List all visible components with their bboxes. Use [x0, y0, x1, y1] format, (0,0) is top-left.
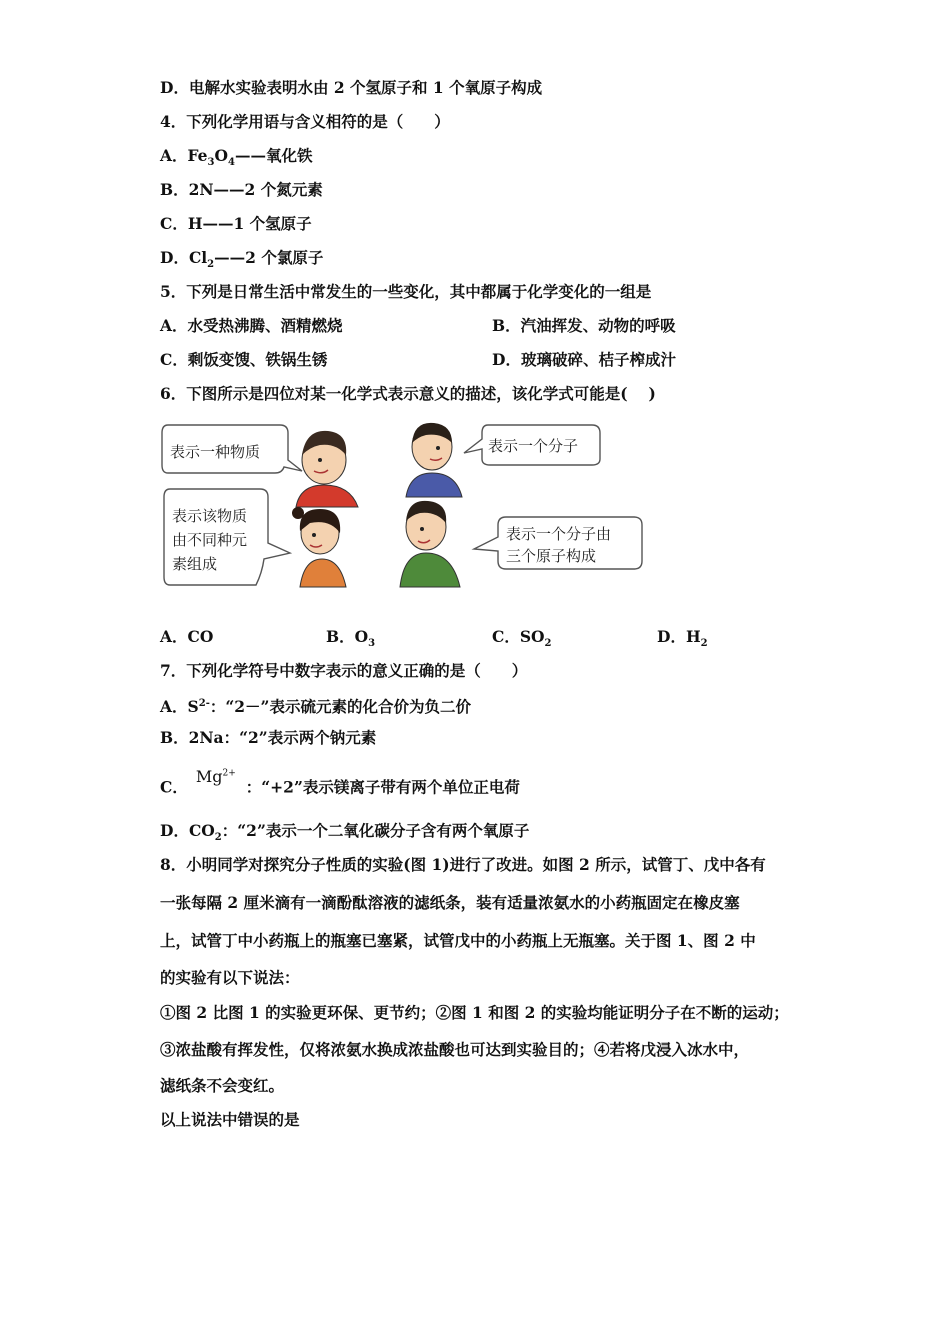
q6-stem: 6．下图所示是四位对某一化学式表示意义的描述，该化学式可能是( ) — [160, 384, 656, 403]
boy-student-3-icon — [400, 501, 460, 587]
q5-option-d: D．玻璃破碎、桔子榨成汁 — [492, 350, 676, 369]
bubble-2-text: 表示一个分子 — [488, 437, 579, 455]
bubble-4-line-2: 三个原子构成 — [506, 547, 597, 565]
q8-line-6: ③浓盐酸有挥发性，仅将浓氨水换成浓盐酸也可达到实验目的；④若将戊浸入冰水中， — [160, 1040, 750, 1059]
girl-student-icon — [292, 507, 346, 587]
q7-stem: 7．下列化学符号中数字表示的意义正确的是（ ） — [160, 661, 528, 680]
bubble-1-text: 表示一种物质 — [170, 443, 261, 461]
q4-stem: 4．下列化学用语与含义相符的是（ ） — [160, 112, 450, 131]
q8-line-4: 的实验有以下说法： — [160, 968, 300, 987]
q6-option-d: D．$H_2$ — [657, 627, 708, 650]
q8-line-7: 滤纸条不会变红。 — [160, 1076, 285, 1095]
q5-stem: 5．下列是日常生活中常发生的一些变化，其中都属于化学变化的一组是 — [160, 282, 652, 301]
q8-line-1: 8．小明同学对探究分子性质的实验(图 1)进行了改进。如图 2 所示，试管丁、戊中各有 — [160, 855, 766, 874]
four-students-illustration — [160, 415, 650, 595]
q8-line-3: 上，试管丁中小药瓶上的瓶塞已塞紧，试管戊中的小药瓶上无瓶塞。关于图 1、图 2 中 — [160, 931, 756, 950]
q4-option-b: B．2N——2 个氮元素 — [160, 180, 323, 199]
q5-option-a: A．水受热沸腾、酒精燃烧 — [160, 316, 343, 335]
boy-student-1-icon — [296, 431, 358, 507]
bubble-3-line-1: 表示该物质 — [172, 507, 248, 525]
q8-line-5: ①图 2 比图 1 的实验更环保、更节约；②图 1 和图 2 的实验均能证明分子在不断的运动； — [160, 1003, 789, 1022]
q6-option-c: C．$SO_2$ — [492, 627, 552, 650]
boy-student-2-icon — [406, 423, 462, 497]
q6-option-a: A．CO — [160, 627, 214, 646]
q5-option-b: B．汽油挥发、动物的呼吸 — [492, 316, 676, 335]
q4-option-a: A．$Fe_3O_4——$氧化铁 — [160, 146, 313, 169]
q8-line-2: 一张每隔 2 厘米滴有一滴酚酞溶液的滤纸条，装有适量浓氨水的小药瓶固定在橡皮塞 — [160, 893, 740, 912]
bubble-3-line-2: 由不同种元 — [172, 531, 248, 549]
q7-option-b: B．2Na：“2”表示两个钠元素 — [160, 728, 377, 747]
mg-ion-symbol: $Mg^{2+}$ — [195, 767, 236, 787]
q6-option-b: B．$O_3$ — [326, 627, 376, 650]
q7-option-c: C．$Mg^{2+}$：“+2”表示镁离子带有两个单位正电荷 — [160, 767, 520, 797]
q7-option-a: A．$S^{2-}$：“2－”表示硫元素的化合价为负二价 — [160, 697, 471, 717]
q5-option-c: C．剩饭变馊、铁锅生锈 — [160, 350, 328, 369]
q6-figure — [160, 415, 650, 595]
q4-option-d: D．$Cl_2——2$ 个氯原子 — [160, 248, 324, 271]
bubble-3-line-3: 素组成 — [172, 555, 218, 573]
q4-option-c: C．H——1 个氢原子 — [160, 214, 312, 233]
q7-option-d: D．$CO_2$：“2”表示一个二氧化碳分子含有两个氧原子 — [160, 821, 530, 844]
bubble-4-line-1: 表示一个分子由 — [506, 525, 612, 543]
q3-option-d: D．电解水实验表明水由 2 个氢原子和 1 个氧原子构成 — [160, 78, 543, 97]
q8-line-8: 以上说法中错误的是 — [160, 1110, 300, 1129]
